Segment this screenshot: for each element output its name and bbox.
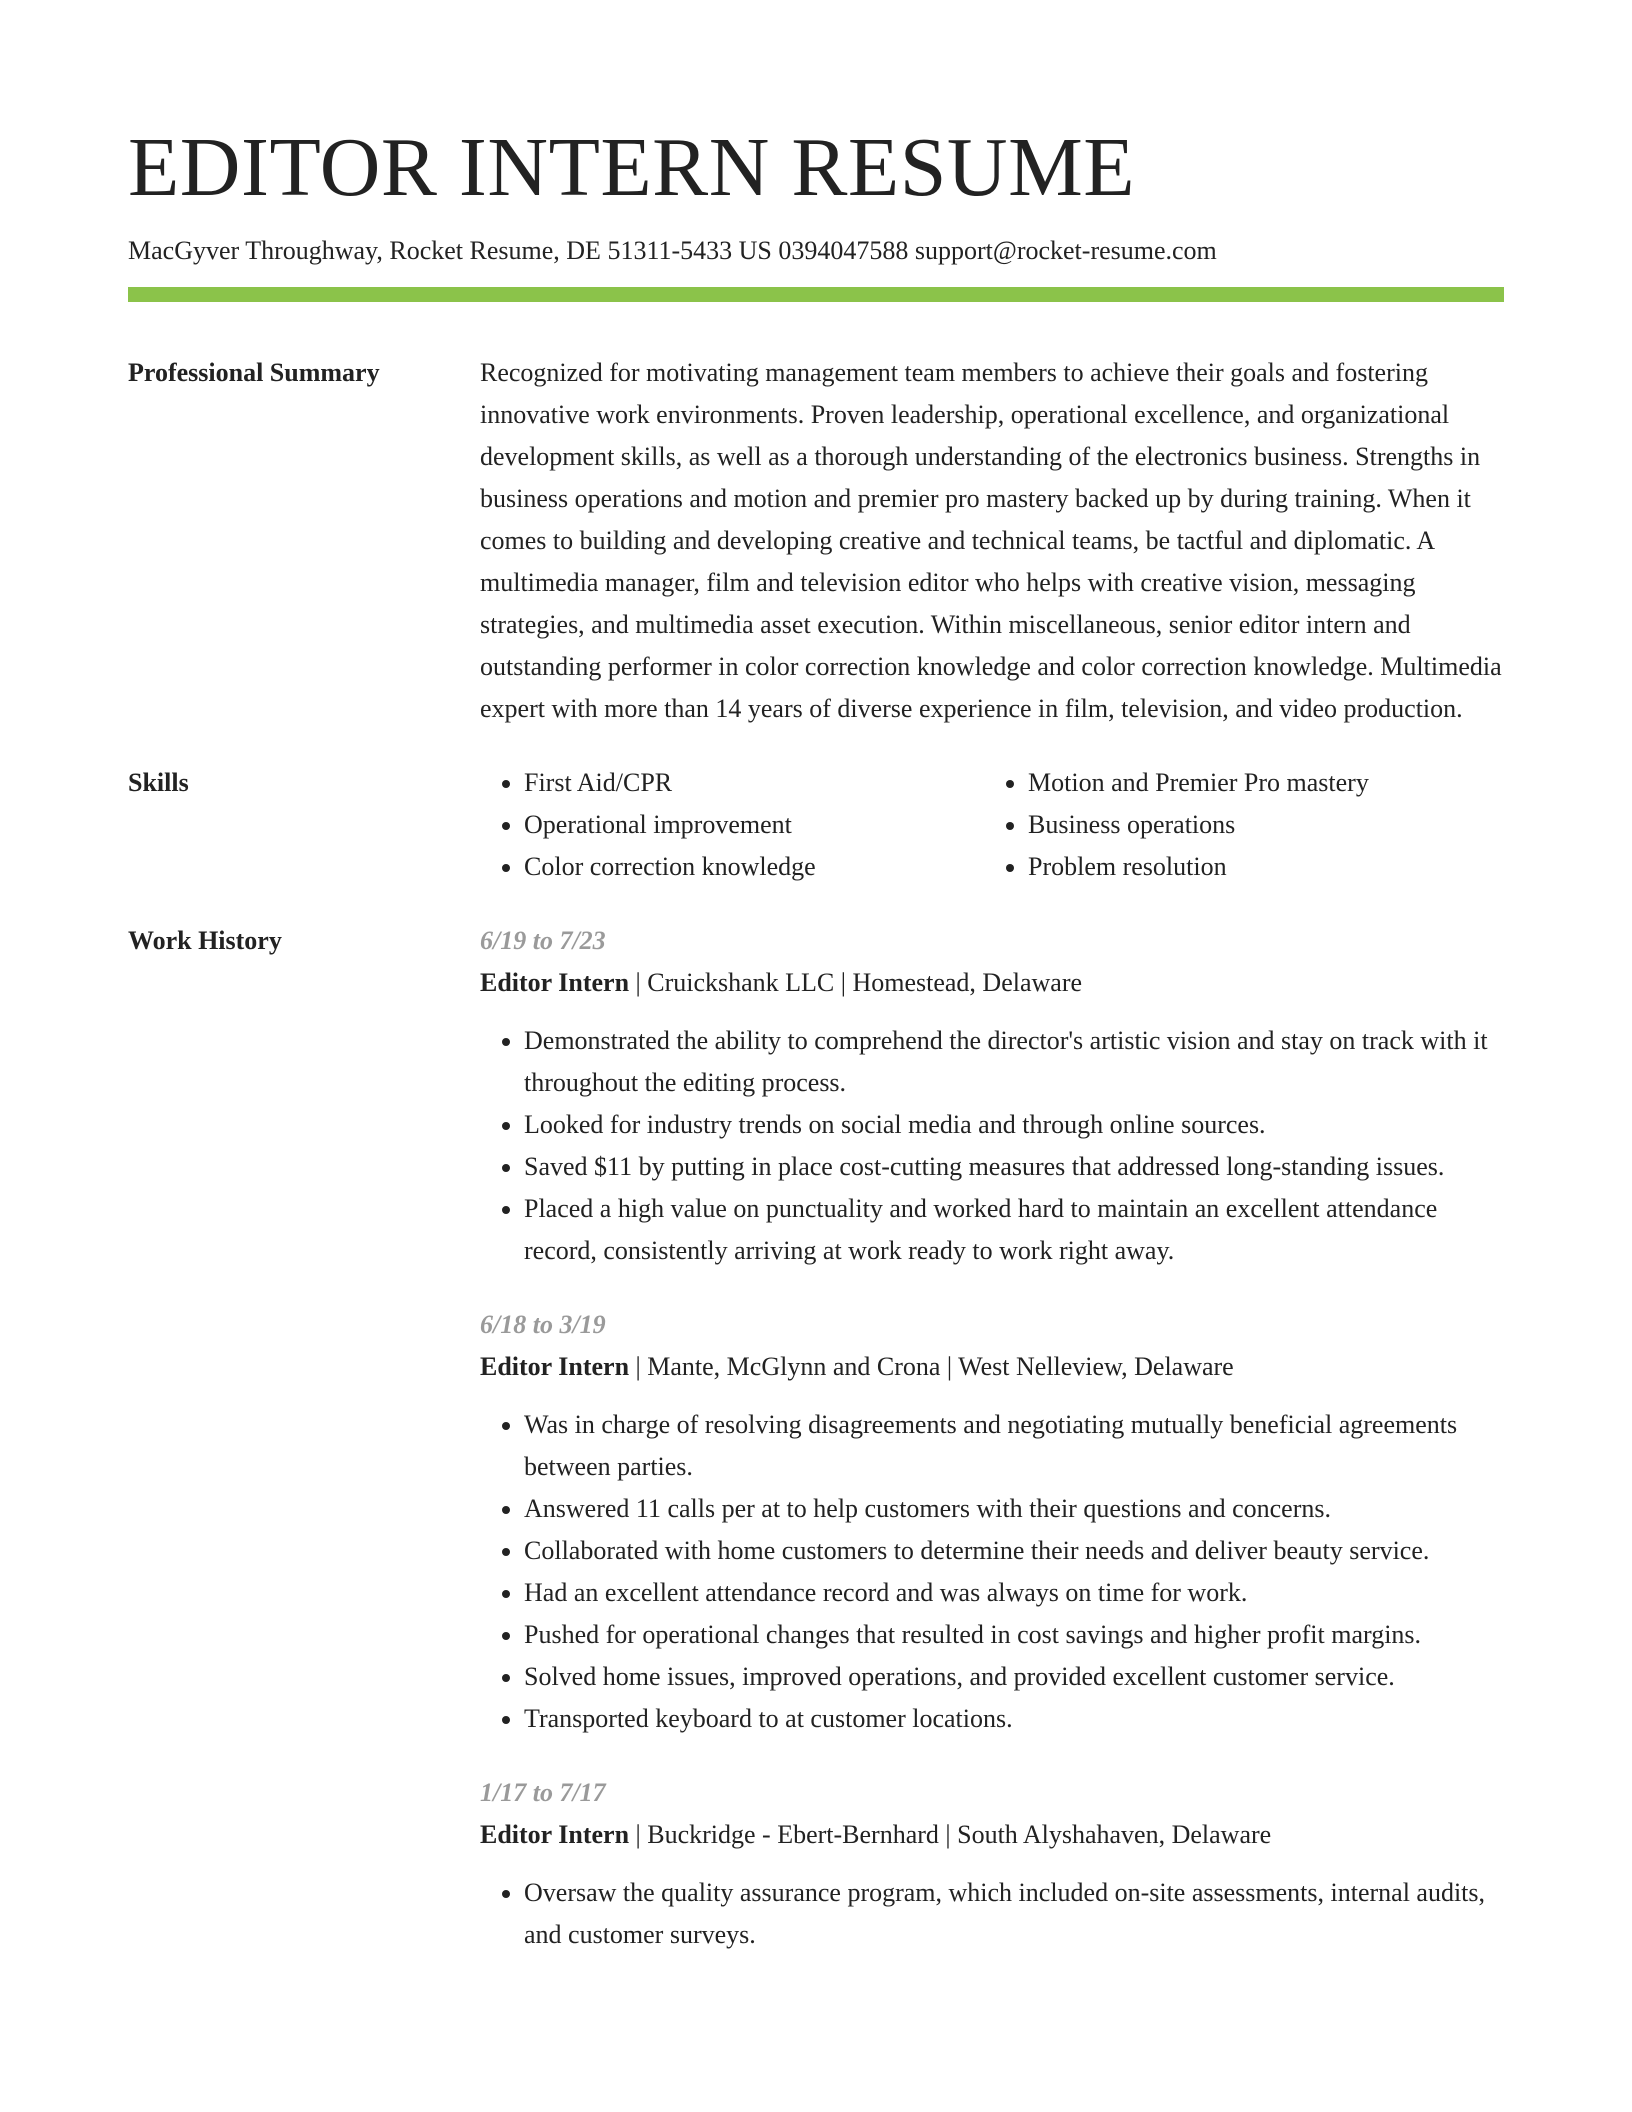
job-bullets xyxy=(480,1404,1504,1740)
job-bullet: • Had an excellent attendance record and was always on time for work. xyxy=(524,1572,1504,1614)
job-entry xyxy=(480,920,1504,1272)
job-role: Editor Intern xyxy=(480,1820,630,1849)
skills-section xyxy=(128,762,1504,888)
work-history-section xyxy=(128,920,1504,1988)
job-bullet: • Was in charge of resolving disagreements and negotiating mutually beneficial agreements between parties. xyxy=(524,1404,1504,1488)
skill-item: • Operational improvement xyxy=(524,804,984,846)
job-bullet: • Demonstrated the ability to comprehend the director's artistic vision and stay on track with it throughout the editing process. xyxy=(524,1020,1504,1104)
job-bullet: • Transported keyboard to at customer locations. xyxy=(524,1698,1504,1740)
skills-list-right xyxy=(984,762,1488,888)
job-entry xyxy=(480,1772,1504,1956)
job-bullet: • Looked for industry trends on social media and through online sources. xyxy=(524,1104,1504,1146)
job-details: | Mante, McGlynn and Crona | West Nelleview, Delaware xyxy=(629,1352,1234,1381)
skill-item: • Motion and Premier Pro mastery xyxy=(1028,762,1488,804)
job-bullet: • Collaborated with home customers to determine their needs and deliver beauty service. xyxy=(524,1530,1504,1572)
skills-grid xyxy=(480,762,1504,888)
job-heading xyxy=(480,1346,1504,1388)
section-label-work: Work History xyxy=(128,926,282,955)
job-heading xyxy=(480,962,1504,1004)
job-bullet: • Saved $11 by putting in place cost-cutting measures that addressed long-standing issues. xyxy=(524,1146,1504,1188)
resume-title: EDITOR INTERN RESUME xyxy=(128,121,1136,214)
job-bullets xyxy=(480,1872,1504,1956)
job-bullet: • Oversaw the quality assurance program, which included on-site assessments, internal audits, and customer surveys. xyxy=(524,1872,1504,1956)
job-bullets xyxy=(480,1020,1504,1272)
skill-item: • Business operations xyxy=(1028,804,1488,846)
contact-line xyxy=(128,234,1504,268)
job-dates: 6/18 to 3/19 xyxy=(480,1310,606,1339)
section-label-skills: Skills xyxy=(128,768,189,797)
job-entry xyxy=(480,1304,1504,1740)
job-dates: 1/17 to 7/17 xyxy=(480,1778,606,1807)
skill-item: • Color correction knowledge xyxy=(524,846,984,888)
section-label-summary: Professional Summary xyxy=(128,358,380,387)
job-details: | Cruickshank LLC | Homestead, Delaware xyxy=(629,968,1083,997)
skills-list-left xyxy=(480,762,984,888)
summary-text: Recognized for motivating management team members to achieve their goals and fostering innovative work environments. Proven leadership, operational excellence, and organizational development skills, as well as a thorough understanding of the electronics business. Strengths in business operations and motion and premier pro mastery backed up by during training. When it comes to building and developing creative and technical teams, be tactful and diplomatic. A multimedia manager, film and television editor who helps with creative vision, messaging strategies, and multimedia asset execution. Within miscellaneous, senior editor intern and outstanding performer in color correction knowledge and color correction knowledge. Multimedia expert with more than 14 years of diverse experience in film, television, and video production. xyxy=(480,358,1502,723)
resume-page xyxy=(128,120,1504,1988)
job-bullet: • Placed a high value on punctuality and worked hard to maintain an excellent attendance record, consistently arriving at work ready to work right away. xyxy=(524,1188,1504,1272)
skill-item: • Problem resolution xyxy=(1028,846,1488,888)
professional-summary-section xyxy=(128,352,1504,730)
contact-address: MacGyver Throughway, Rocket Resume, DE 51311-5433 US xyxy=(128,236,772,265)
contact-email: support@rocket-resume.com xyxy=(914,236,1217,265)
job-role: Editor Intern xyxy=(480,968,630,997)
job-details: | Buckridge - Ebert-Bernhard | South Alyshahaven, Delaware xyxy=(629,1820,1272,1849)
accent-divider xyxy=(128,287,1504,302)
job-dates: 6/19 to 7/23 xyxy=(480,926,606,955)
job-role: Editor Intern xyxy=(480,1352,630,1381)
skill-item: • First Aid/CPR xyxy=(524,762,984,804)
job-bullet: • Answered 11 calls per at to help customers with their questions and concerns. xyxy=(524,1488,1504,1530)
contact-phone: 0394047588 xyxy=(778,236,909,265)
job-bullet: • Pushed for operational changes that resulted in cost savings and higher profit margins. xyxy=(524,1614,1504,1656)
job-bullet: • Solved home issues, improved operations, and provided excellent customer service. xyxy=(524,1656,1504,1698)
job-heading xyxy=(480,1814,1504,1856)
